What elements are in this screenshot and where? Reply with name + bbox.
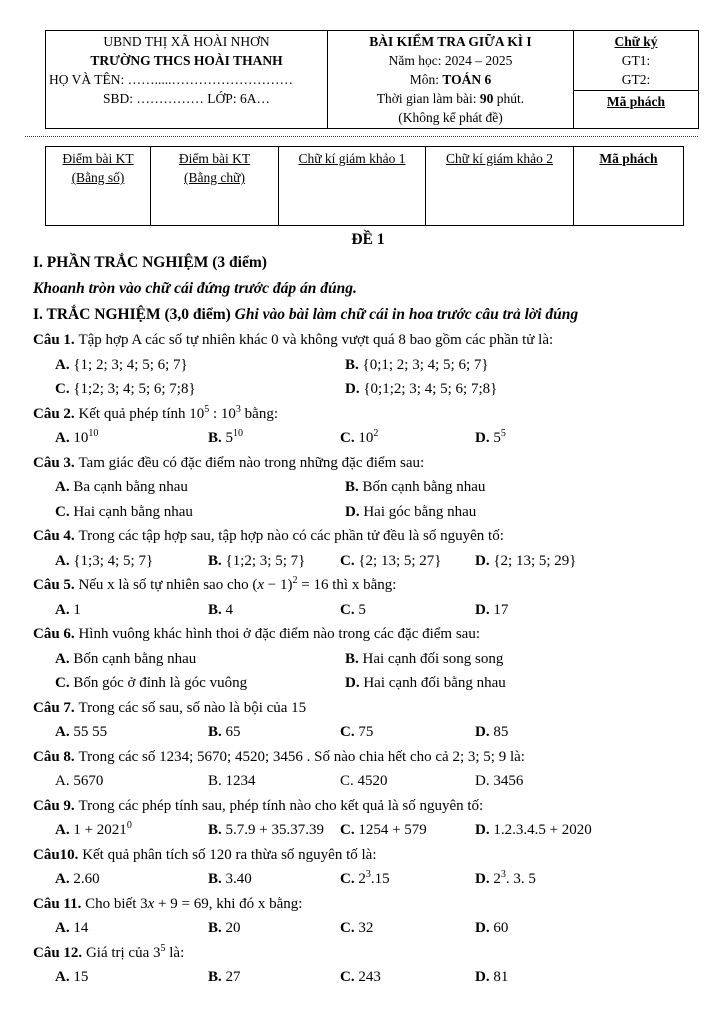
option-value: $5^{10}$ bbox=[225, 428, 244, 446]
code-title: Mã phách bbox=[606, 94, 666, 109]
option-d bbox=[475, 769, 703, 794]
question-text-part: Hình vuông khác hình thoi ở đặc điểm nào trong các đặc điểm sau: bbox=[78, 626, 481, 642]
option-c bbox=[55, 500, 345, 525]
option-label: C. bbox=[340, 969, 359, 985]
option-label: A. bbox=[55, 773, 74, 789]
option-value: Hai cạnh đối bằng nhau bbox=[363, 675, 506, 691]
options-row bbox=[33, 647, 703, 672]
options-row bbox=[33, 965, 703, 990]
option-label: B. bbox=[345, 479, 363, 495]
option-value: 81 bbox=[493, 969, 509, 985]
option-value: Bốn cạnh bằng nhau bbox=[362, 479, 486, 495]
header-table bbox=[45, 30, 699, 129]
option-label: D. bbox=[475, 920, 494, 936]
option-label: A. bbox=[55, 430, 74, 446]
option-label: D. bbox=[345, 675, 364, 691]
option-label: B. bbox=[208, 552, 226, 569]
option-label: A. bbox=[55, 822, 74, 838]
question-text-part: Giá trị của bbox=[85, 944, 153, 961]
option-label: C. bbox=[340, 773, 358, 789]
question-text-part: Trong các số bbox=[78, 748, 160, 765]
score-words-sublabel: (Bằng chữ) bbox=[184, 170, 245, 185]
option-value: {2; 13; 5; 27} bbox=[358, 552, 442, 569]
score-number-sublabel: (Bằng số) bbox=[71, 170, 125, 185]
question-number: Câu 11. bbox=[33, 895, 86, 912]
code2-label: Mã phách bbox=[599, 151, 658, 166]
option-value: Bốn góc ở đỉnh là góc vuông bbox=[73, 675, 248, 691]
option-c bbox=[340, 818, 475, 843]
option-value: 60 bbox=[493, 920, 509, 936]
score-number-cell bbox=[46, 147, 151, 226]
option-c bbox=[340, 598, 475, 623]
question-2 bbox=[33, 402, 703, 451]
option-b bbox=[208, 867, 340, 892]
score-table bbox=[45, 146, 684, 226]
option-value: {1;2; 3; 4; 5; 6; 7;8} bbox=[73, 381, 196, 397]
option-value: {2; 13; 5; 29} bbox=[493, 552, 577, 569]
option-label: A. bbox=[55, 969, 74, 985]
option-a bbox=[55, 353, 345, 378]
option-value: 1.2.3.4.5 + 2020 bbox=[493, 822, 592, 838]
option-value: 1 bbox=[73, 601, 81, 618]
option-value: $1 + 2021^0$ bbox=[73, 820, 132, 838]
option-label: A. bbox=[55, 724, 74, 740]
option-label: D. bbox=[345, 503, 364, 520]
option-value: 3.40 bbox=[225, 871, 252, 887]
question-math: $10^5$ : $10^3$ bbox=[189, 403, 241, 422]
option-value: $5^5$ bbox=[493, 428, 506, 446]
student-name-line: HỌ VÀ TÊN: …….....……………………… bbox=[49, 72, 294, 87]
exam-info-cell bbox=[328, 31, 574, 129]
option-value: Hai góc bằng nhau bbox=[363, 503, 477, 520]
option-b bbox=[208, 426, 340, 451]
question-number: Câu 12. bbox=[33, 944, 86, 961]
questions-list bbox=[33, 328, 703, 990]
options-row bbox=[33, 353, 703, 378]
option-label: C. bbox=[340, 552, 359, 569]
option-label: C. bbox=[55, 503, 74, 520]
option-b bbox=[345, 353, 703, 378]
option-value: 2.60 bbox=[73, 871, 100, 887]
option-label: C. bbox=[340, 920, 359, 936]
option-c bbox=[340, 916, 475, 941]
question-text-part: Trong các tập hợp sau, tập hợp nào có các phần tử đều là số nguyên tố: bbox=[78, 528, 504, 544]
gt2-line: GT2: bbox=[621, 72, 651, 87]
question-7 bbox=[33, 696, 703, 745]
option-d bbox=[475, 720, 703, 745]
school-name: TRƯỜNG THCS HOÀI THANH bbox=[90, 53, 283, 68]
options-row bbox=[33, 769, 703, 794]
option-value: $10^{10}$ bbox=[73, 428, 99, 446]
option-value: {0;1;2; 3; 4; 5; 6; 7;8} bbox=[363, 381, 498, 397]
question-text-part: thì x bằng: bbox=[328, 577, 397, 593]
option-a bbox=[55, 598, 208, 623]
question-math: $3^5$ bbox=[153, 942, 166, 961]
question-3 bbox=[33, 451, 703, 525]
question-number: Câu 5. bbox=[33, 577, 79, 593]
question-text-part: bằng: bbox=[240, 405, 278, 422]
question-text-part: Cho biết bbox=[85, 895, 141, 912]
option-label: A. bbox=[55, 601, 74, 618]
option-value: 4520 bbox=[357, 773, 388, 789]
option-value: Ba cạnh bằng nhau bbox=[73, 479, 188, 495]
option-label: D. bbox=[475, 822, 494, 838]
option-label: D. bbox=[345, 381, 364, 397]
question-number: Câu 3. bbox=[33, 454, 79, 471]
option-a bbox=[55, 965, 208, 990]
option-value: Hai cạnh bằng nhau bbox=[73, 503, 193, 520]
option-a bbox=[55, 867, 208, 892]
code-cell bbox=[574, 91, 699, 129]
option-label: C. bbox=[340, 871, 359, 887]
option-a bbox=[55, 475, 345, 500]
option-value: 5670 bbox=[73, 773, 104, 789]
school-authority: UBND THỊ XÃ HOÀI NHƠN bbox=[103, 34, 270, 49]
option-label: A. bbox=[55, 479, 74, 495]
question-number: Câu10. bbox=[33, 846, 83, 863]
options-row bbox=[33, 598, 703, 623]
option-d bbox=[475, 818, 703, 843]
option-a bbox=[55, 549, 208, 574]
option-label: B. bbox=[208, 724, 226, 740]
options-row bbox=[33, 916, 703, 941]
option-value: 1254 + 579 bbox=[358, 822, 427, 838]
option-a bbox=[55, 720, 208, 745]
option-label: B. bbox=[208, 822, 226, 838]
option-b bbox=[208, 916, 340, 941]
option-b bbox=[208, 965, 340, 990]
question-text-part: Kết quả phân tích số 120 ra thừa số nguyên tố là: bbox=[82, 846, 377, 863]
question-text bbox=[33, 402, 703, 427]
option-a bbox=[55, 818, 208, 843]
option-value: $2^3$. 3. 5 bbox=[493, 869, 536, 887]
option-b bbox=[208, 598, 340, 623]
question-5 bbox=[33, 573, 703, 622]
question-text-part: , khi đó x bằng: bbox=[208, 895, 303, 912]
option-d bbox=[475, 867, 703, 892]
option-label: B. bbox=[345, 356, 363, 373]
score-words-label: Điểm bài KT bbox=[178, 151, 251, 166]
option-value: 5.7.9 + 35.37.39 bbox=[225, 822, 324, 838]
options-row bbox=[33, 720, 703, 745]
mc-section-title: I. TRẮC NGHIỆM (3,0 điểm) Ghi vào bài làm chữ cái in hoa trước câu trả lời đúng bbox=[33, 306, 579, 323]
examiner1-cell bbox=[279, 147, 426, 226]
option-d bbox=[475, 598, 703, 623]
option-label: D. bbox=[475, 430, 494, 446]
option-value: {1; 2; 3; 4; 5; 6; 7} bbox=[73, 356, 188, 373]
signature-cell bbox=[574, 31, 699, 91]
option-b bbox=[208, 549, 340, 574]
option-b bbox=[345, 647, 703, 672]
signature-title: Chữ ký bbox=[614, 34, 658, 49]
option-d bbox=[345, 377, 703, 402]
option-a bbox=[55, 916, 208, 941]
option-value: {1;3; 4; 5; 7} bbox=[73, 552, 154, 569]
examiner2-cell bbox=[426, 147, 574, 226]
option-label: C. bbox=[340, 724, 359, 740]
option-a bbox=[55, 647, 345, 672]
question-number: Câu 1. bbox=[33, 332, 79, 348]
question-text bbox=[33, 573, 703, 598]
score-words-cell bbox=[151, 147, 279, 226]
options-row bbox=[33, 671, 703, 696]
score-number-label: Điểm bài KT bbox=[62, 151, 134, 166]
option-label: A. bbox=[55, 871, 74, 887]
question-4 bbox=[33, 524, 703, 573]
question-text bbox=[33, 524, 703, 549]
option-label: A. bbox=[55, 552, 74, 569]
option-c bbox=[340, 426, 475, 451]
options-row bbox=[33, 500, 703, 525]
option-value: {1;2; 3; 5; 7} bbox=[225, 552, 306, 569]
option-label: B. bbox=[208, 871, 226, 887]
options-row bbox=[33, 475, 703, 500]
options-row bbox=[33, 818, 703, 843]
question-text bbox=[33, 794, 703, 819]
question-text bbox=[33, 622, 703, 647]
option-a bbox=[55, 426, 208, 451]
option-label: A. bbox=[55, 650, 74, 667]
option-value: 3456 bbox=[493, 773, 524, 789]
question-text bbox=[33, 892, 703, 917]
option-label: C. bbox=[55, 381, 74, 397]
option-d bbox=[475, 549, 703, 574]
option-value: Hai cạnh đối song song bbox=[362, 650, 504, 667]
option-label: B. bbox=[208, 969, 226, 985]
option-value: 1234 bbox=[225, 773, 256, 789]
examiner2-label: Chữ kí giám khảo 2 bbox=[445, 151, 554, 166]
option-b bbox=[208, 720, 340, 745]
option-b bbox=[208, 769, 340, 794]
question-text-part: Kết quả phép tính bbox=[78, 405, 190, 422]
option-c bbox=[340, 867, 475, 892]
question-1 bbox=[33, 328, 703, 402]
note-line: (Không kể phát đề) bbox=[398, 110, 503, 125]
question-text-part: . Số nào chia hết cho cả 2; 3; 5; 9 là: bbox=[302, 748, 525, 765]
question-math: 3x + 9 = 69 bbox=[140, 895, 209, 912]
question-text bbox=[33, 328, 703, 353]
option-b bbox=[208, 818, 340, 843]
question-11 bbox=[33, 892, 703, 941]
option-d bbox=[345, 671, 703, 696]
option-value: Bốn cạnh bằng nhau bbox=[73, 650, 197, 667]
question-number: Câu 2. bbox=[33, 405, 79, 422]
option-c bbox=[340, 720, 475, 745]
option-label: C. bbox=[340, 601, 359, 618]
question-number: Câu 7. bbox=[33, 699, 79, 716]
question-number: Câu 9. bbox=[33, 797, 79, 814]
question-6 bbox=[33, 622, 703, 696]
option-label: A. bbox=[55, 920, 74, 936]
option-value: 14 bbox=[73, 920, 89, 936]
option-label: D. bbox=[475, 773, 494, 789]
option-label: C. bbox=[340, 822, 359, 838]
question-text-part: Trong các số sau, số nào là bội của 15 bbox=[78, 699, 307, 716]
option-value: 65 bbox=[225, 724, 241, 740]
option-value: 4 bbox=[225, 601, 234, 618]
option-value: 17 bbox=[493, 601, 509, 618]
option-label: B. bbox=[208, 430, 226, 446]
school-cell bbox=[46, 31, 328, 129]
student-id-line: SBD: …………… LỚP: 6A… bbox=[103, 91, 270, 106]
option-value: 5 bbox=[358, 601, 366, 618]
part1-instruction: Khoanh tròn vào chữ cái đứng trước đáp án đúng. bbox=[33, 280, 357, 297]
question-text bbox=[33, 745, 703, 770]
option-b bbox=[345, 475, 703, 500]
option-label: B. bbox=[345, 650, 363, 667]
option-c bbox=[55, 671, 345, 696]
option-d bbox=[475, 965, 703, 990]
examiner1-label: Chữ kí giám khảo 1 bbox=[298, 151, 406, 166]
question-12 bbox=[33, 941, 703, 990]
option-value: 55 55 bbox=[73, 724, 108, 740]
question-text bbox=[33, 696, 703, 721]
options-row bbox=[33, 426, 703, 451]
options-row bbox=[33, 867, 703, 892]
question-number: Câu 4. bbox=[33, 528, 79, 544]
exam-body bbox=[33, 229, 703, 990]
option-d bbox=[475, 426, 703, 451]
option-label: C. bbox=[55, 675, 74, 691]
option-label: D. bbox=[475, 724, 494, 740]
option-c bbox=[340, 549, 475, 574]
options-row bbox=[33, 549, 703, 574]
question-math: $(x - 1)^2 = 16$ bbox=[252, 575, 329, 593]
option-value: 32 bbox=[358, 920, 374, 936]
exam-title: BÀI KIỂM TRA GIỮA KÌ I bbox=[369, 34, 532, 49]
question-number: Câu 6. bbox=[33, 626, 79, 642]
option-label: B. bbox=[208, 920, 226, 936]
question-text-part: Tập hợp A các số tự nhiên khác 0 và không vượt quá 8 bao gồm các phần tử là: bbox=[78, 332, 554, 348]
option-c bbox=[340, 965, 475, 990]
option-c bbox=[55, 377, 345, 402]
option-value: $10^2$ bbox=[358, 428, 379, 446]
question-number: Câu 8. bbox=[33, 748, 79, 765]
exam-version-title: ĐỀ 1 bbox=[351, 231, 385, 248]
option-label: C. bbox=[340, 430, 359, 446]
option-value: 243 bbox=[358, 969, 381, 985]
option-c bbox=[340, 769, 475, 794]
option-label: D. bbox=[475, 601, 494, 618]
option-value: $2^3.15$ bbox=[358, 869, 390, 887]
dotted-separator bbox=[25, 136, 698, 137]
question-8 bbox=[33, 745, 703, 794]
option-label: B. bbox=[208, 601, 226, 618]
gt1-line: GT1: bbox=[621, 53, 651, 68]
part1-title: I. PHẦN TRẮC NGHIỆM (3 điểm) bbox=[33, 254, 267, 271]
subject-line: Môn: TOÁN 6 bbox=[409, 72, 492, 87]
question-text bbox=[33, 941, 703, 966]
option-label: D. bbox=[475, 871, 494, 887]
option-label: B. bbox=[208, 773, 226, 789]
question-text-part: Nếu x là số tự nhiên sao cho bbox=[78, 577, 253, 593]
question-text-part: Tam giác đều có đặc điểm nào trong những đặc điểm sau: bbox=[78, 454, 425, 471]
school-year: Năm học: 2024 – 2025 bbox=[388, 53, 513, 68]
question-9 bbox=[33, 794, 703, 843]
option-value: {0;1; 2; 3; 4; 5; 6; 7} bbox=[362, 356, 489, 373]
question-math: 1234; 5670; 4520; 3456 bbox=[159, 748, 303, 765]
question-text-part: Trong các phép tính sau, phép tính nào cho kết quả là số nguyên tố: bbox=[78, 797, 484, 814]
option-a bbox=[55, 769, 208, 794]
options-row bbox=[33, 377, 703, 402]
question-text-part: là: bbox=[165, 944, 185, 961]
question-text bbox=[33, 843, 703, 868]
option-value: 20 bbox=[225, 920, 241, 936]
option-value: 75 bbox=[358, 724, 374, 740]
question-text bbox=[33, 451, 703, 476]
option-label: D. bbox=[475, 969, 494, 985]
option-d bbox=[475, 916, 703, 941]
option-label: A. bbox=[55, 356, 74, 373]
option-label: D. bbox=[475, 552, 494, 569]
duration-line: Thời gian làm bài: 90 phút. bbox=[376, 91, 525, 106]
option-d bbox=[345, 500, 703, 525]
code2-cell bbox=[574, 147, 684, 226]
question-10 bbox=[33, 843, 703, 892]
option-value: 15 bbox=[73, 969, 89, 985]
option-value: 27 bbox=[225, 969, 241, 985]
option-value: 85 bbox=[493, 724, 509, 740]
